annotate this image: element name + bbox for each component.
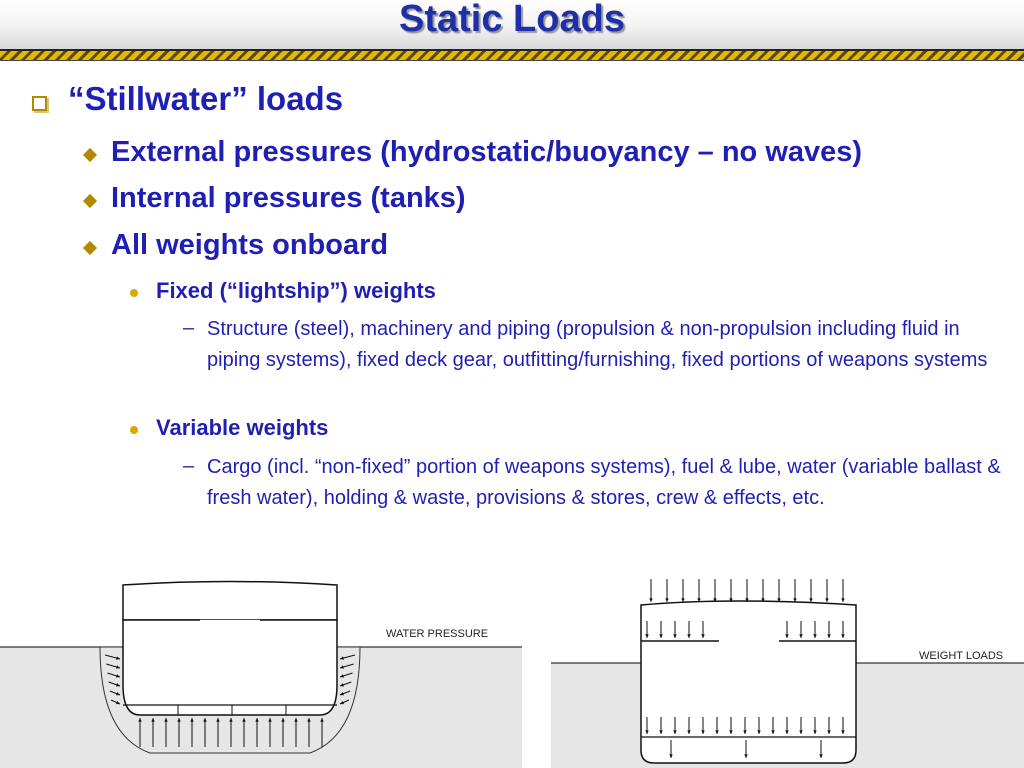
title-rule-bottom bbox=[0, 60, 1024, 61]
hull-outline bbox=[123, 620, 337, 715]
dot-bullet-icon bbox=[130, 426, 138, 434]
bullet-fixed-weights: Fixed (“lightship”) weights bbox=[156, 278, 436, 303]
dash-bullet: – bbox=[183, 455, 195, 477]
variable-weights-detail: Cargo (incl. “non-fixed” portion of weapons systems), fuel & lube, water (variable ballast & fresh water), holding & waste, provisions & stores, crew & effects, etc. bbox=[207, 456, 1001, 509]
arrow-head-icon bbox=[665, 598, 668, 602]
arrow-head-icon bbox=[809, 598, 812, 602]
bullet-stillwater-loads: “Stillwater” loads bbox=[68, 80, 344, 117]
bullet-variable-weights: Variable weights bbox=[156, 415, 329, 440]
title-bar bbox=[0, 0, 1024, 49]
diamond-bullet-icon bbox=[83, 194, 97, 208]
water-pressure-diagram bbox=[0, 575, 522, 768]
dash-bullet: – bbox=[183, 317, 195, 339]
arrow-head-icon bbox=[841, 598, 844, 602]
arrow-head-icon bbox=[649, 598, 652, 602]
title-rule-stripes bbox=[0, 51, 1024, 60]
diamond-bullet-icon bbox=[83, 241, 97, 255]
weight-loads-diagram bbox=[551, 575, 1024, 768]
dot-bullet-icon bbox=[130, 289, 138, 297]
diamond-bullet-icon bbox=[83, 148, 97, 162]
weight-loads-label: WEIGHT LOADS bbox=[919, 650, 1004, 662]
arrow-head-icon bbox=[825, 598, 828, 602]
slide-title: Static Loads bbox=[399, 0, 625, 40]
fixed-weights-detail: Structure (steel), machinery and piping (propulsion & non-propulsion including fluid in piping systems), fixed deck gear, outfitting/furnishing, fixed portions of weapons systems bbox=[207, 318, 988, 371]
bullet-external-pressures: External pressures (hydrostatic/buoyancy – no waves) bbox=[111, 136, 863, 168]
bullet-all-weights: All weights onboard bbox=[111, 229, 389, 261]
square-bullet-icon bbox=[32, 96, 47, 111]
hull-superstructure bbox=[123, 582, 337, 621]
bullet-internal-pressures: Internal pressures (tanks) bbox=[111, 182, 466, 214]
hull-outline bbox=[641, 601, 856, 763]
water-pressure-label: WATER PRESSURE bbox=[386, 628, 489, 640]
